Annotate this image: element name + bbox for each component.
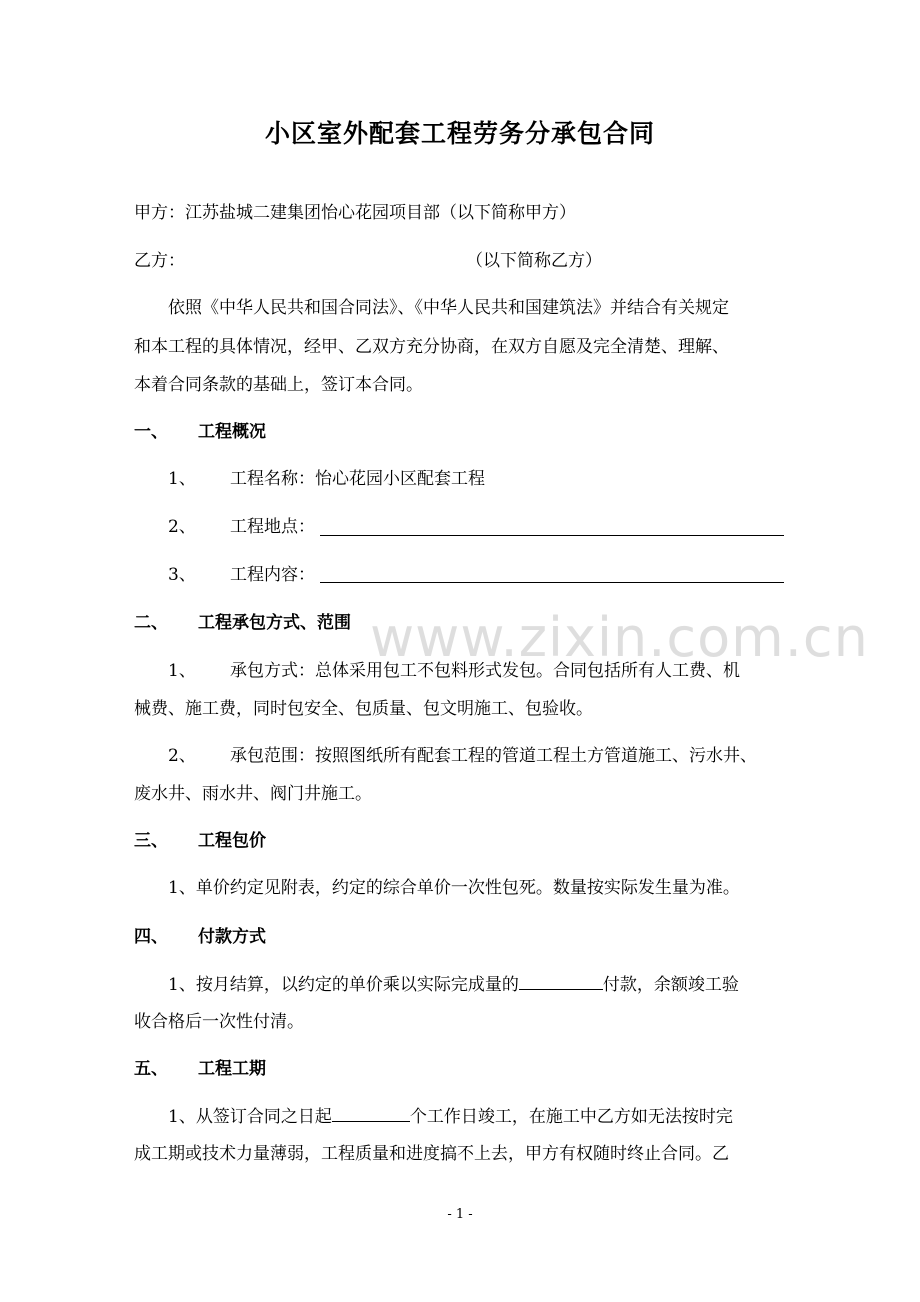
- item-4-1-line-2: 收合格后一次性付清。: [134, 1012, 304, 1032]
- section-3-number: 三、: [134, 831, 168, 851]
- page-number: - 1 -: [447, 1207, 473, 1222]
- item-1-3-number: 3、: [168, 565, 196, 585]
- section-2-number: 二、: [134, 613, 168, 633]
- item-1-2-number: 2、: [168, 517, 196, 537]
- item-2-1-line-1: 承包方式：总体采用包工不包料形式发包。合同包括所有人工费、机: [230, 661, 740, 681]
- item-1-3-text: 工程内容：: [230, 565, 315, 585]
- party-b-suffix: （以下简称乙方）: [466, 251, 602, 271]
- item-4-1-text-after: 付款，余额竣工验: [602, 975, 739, 995]
- item-5-1-text-after: 个工作日竣工，在施工中乙方如无法按时完: [409, 1107, 733, 1127]
- item-2-2-line-1: 承包范围：按照图纸所有配套工程的管道工程土方管道施工、污水井、: [230, 746, 757, 766]
- party-b-label: 乙方：: [134, 251, 185, 271]
- item-5-1-text-before: 1、从签订合同之日起: [168, 1107, 332, 1127]
- watermark: www.zixin.com.cn: [370, 606, 869, 669]
- intro-line-2: 和本工程的具体情况，经甲、乙双方充分协商，在双方自愿及完全清楚、理解、: [134, 337, 729, 357]
- content-blank-line: [320, 582, 784, 583]
- party-a-line: 甲方：江苏盐城二建集团怡心花园项目部（以下简称甲方）: [134, 203, 576, 223]
- item-5-1-line-1: [168, 1104, 733, 1129]
- section-5-number: 五、: [134, 1059, 168, 1079]
- item-1-1-text: 工程名称：怡心花园小区配套工程: [230, 469, 485, 489]
- item-2-2-line-2: 废水井、雨水井、阀门井施工。: [134, 784, 372, 804]
- payment-ratio-blank: [519, 972, 603, 990]
- section-1-heading: 工程概况: [198, 422, 266, 442]
- section-1-number: 一、: [134, 422, 168, 442]
- document-title: 小区室外配套工程劳务分承包合同: [264, 119, 655, 148]
- item-2-1-number: 1、: [168, 661, 196, 681]
- item-2-2-number: 2、: [168, 746, 196, 766]
- section-4-heading: 付款方式: [198, 927, 266, 947]
- section-3-heading: 工程包价: [198, 831, 266, 851]
- item-4-1-line-1: [168, 972, 739, 997]
- item-5-1-line-2: 成工期或技术力量薄弱，工程质量和进度搞不上去，甲方有权随时终止合同。乙: [134, 1144, 729, 1164]
- item-4-1-text-before: 1、按月结算，以约定的单价乘以实际完成量的: [168, 975, 519, 995]
- workdays-blank: [332, 1104, 410, 1122]
- intro-line-3: 本着合同条款的基础上，签订本合同。: [134, 375, 423, 395]
- intro-line-1: 依照《中华人民共和国合同法》、《中华人民共和国建筑法》并结合有关规定: [168, 298, 729, 318]
- item-1-1-number: 1、: [168, 469, 196, 489]
- item-2-1-line-2: 械费、施工费，同时包安全、包质量、包文明施工、包验收。: [134, 699, 593, 719]
- item-3-1-text: 1、单价约定见附表，约定的综合单价一次性包死。数量按实际发生量为准。: [168, 878, 740, 898]
- section-2-heading: 工程承包方式、范围: [198, 613, 351, 633]
- section-4-number: 四、: [134, 927, 168, 947]
- item-1-2-text: 工程地点：: [230, 517, 315, 537]
- section-5-heading: 工程工期: [198, 1059, 266, 1079]
- location-blank-line: [320, 535, 784, 536]
